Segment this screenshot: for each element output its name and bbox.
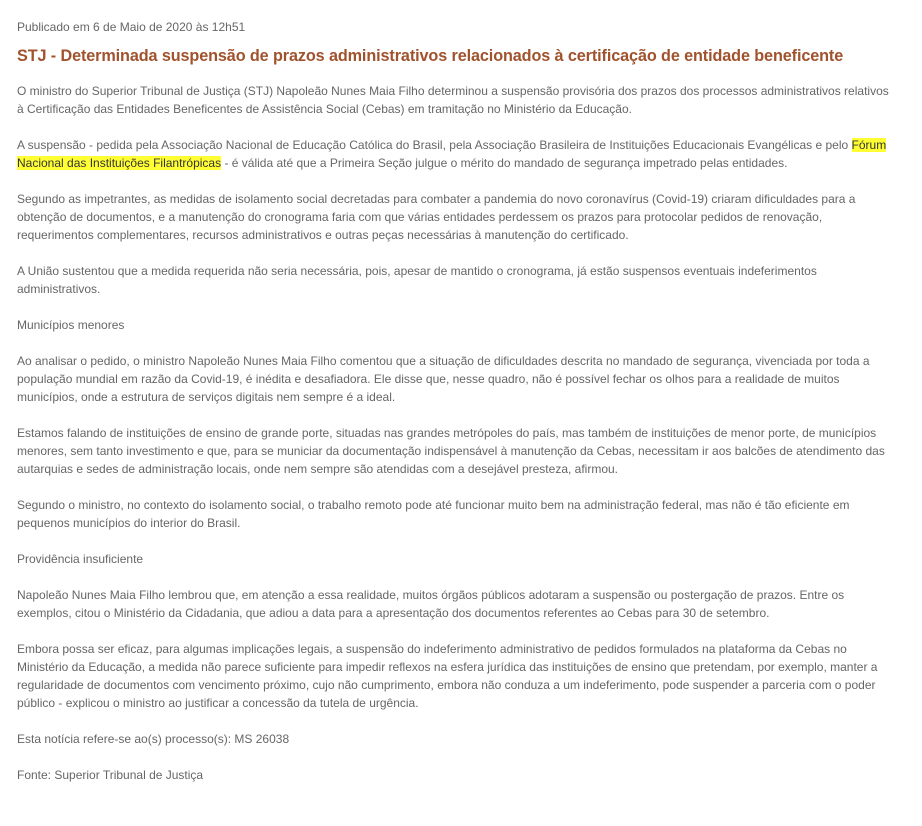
paragraph-8: Napoleão Nunes Maia Filho lembrou que, em atenção a essa realidade, muitos órgãos públicos adotaram a suspensão ou postergação de prazos. Entre os exemplos, citou o Ministério da Cidadania, que adiou a data para a apresentação dos documentos referentes ao Cebas para 30 de setembro. [17, 588, 845, 620]
paragraph-2-start: A suspensão - pedida pela Associação Nacional de Educação Católica do Brasil, pela Associação Brasileira de Instituições Educacionais Evangélicas e pelo [17, 138, 852, 152]
paragraph-2-end: - é válida até que a Primeira Seção julgue o mérito do mandado de segurança impetrado pelas entidades. [221, 156, 788, 170]
process-reference: Esta notícia refere-se ao(s) processo(s): MS 26038 [17, 732, 290, 746]
paragraph-4: A União sustentou que a medida requerida não seria necessária, pois, apesar de mantido o cronograma, já estão suspensos eventuais indeferimentos administrativos. [17, 264, 817, 296]
paragraph-6: Estamos falando de instituições de ensino de grande porte, situadas nas grandes metrópoles do país, mas também de instituições de menor porte, de municípios menores, sem tanto investimento e que, para se municiar da documentação indispensável à manutenção da Cebas, necessitam ir aos balcões de atendimento das autarquias e sedes de administração locais, onde nem sempre são atendidas com a desejável presteza, afirmou. [17, 426, 885, 476]
publication-date: Publicado em 6 de Maio de 2020 às 12h51 [17, 20, 246, 34]
highlighted-text: Fórum Nacional das Instituições Filantrópicas [17, 138, 887, 170]
paragraph-2 [17, 136, 897, 172]
paragraph-5: Ao analisar o pedido, o ministro Napoleão Nunes Maia Filho comentou que a situação de dificuldades descrita no mandado de segurança, vivenciada por toda a população mundial em razão da Covid-19, é inédita e desafiadora. Ele disse que, nesse quadro, não é possível fechar os olhos para a realidade de muitos municípios, onde a estrutura de serviços digitais nem sempre é a ideal. [17, 354, 870, 404]
news-article [17, 18, 897, 802]
paragraph-7: Segundo o ministro, no contexto do isolamento social, o trabalho remoto pode até funcionar muito bem na administração federal, mas não é tão eficiente em pequenos municípios do interior do Brasil. [17, 498, 850, 530]
subheading-providencia: Providência insuficiente [17, 552, 144, 566]
paragraph-1: O ministro do Superior Tribunal de Justiça (STJ) Napoleão Nunes Maia Filho determinou a suspensão provisória dos prazos dos processos administrativos relativos à Certificação das Entidades Beneficentes de Assistência Social (Cebas) em tramitação no Ministério da Educação. [17, 84, 889, 116]
source-credit: Fonte: Superior Tribunal de Justiça [17, 768, 204, 782]
subheading-municipios: Municípios menores [17, 318, 125, 332]
paragraph-9: Embora possa ser eficaz, para algumas implicações legais, a suspensão do indeferimento administrativo de pedidos formulados na plataforma da Cebas no Ministério da Educação, a medida não parece suficiente para impedir reflexos na esfera jurídica das instituições de ensino que pretendam, por exemplo, manter a regularidade de documentos com vencimento próximo, cujo não cumprimento, embora não conduza a um indeferimento, pode suspender a parceria com o poder público - explicou o ministro ao justificar a concessão da tutela de urgência. [17, 642, 878, 710]
article-title: STJ - Determinada suspensão de prazos administrativos relacionados à certificação de entidade beneficente [17, 47, 844, 65]
paragraph-3: Segundo as impetrantes, as medidas de isolamento social decretadas para combater a pandemia do novo coronavírus (Covid-19) criaram dificuldades para a obtenção de documentos, e a manutenção do cronograma faria com que várias entidades perdessem os prazos para protocolar pedidos de renovação, requerimentos complementares, recursos administrativos e outras peças necessárias à manutenção do certificado. [17, 192, 856, 242]
